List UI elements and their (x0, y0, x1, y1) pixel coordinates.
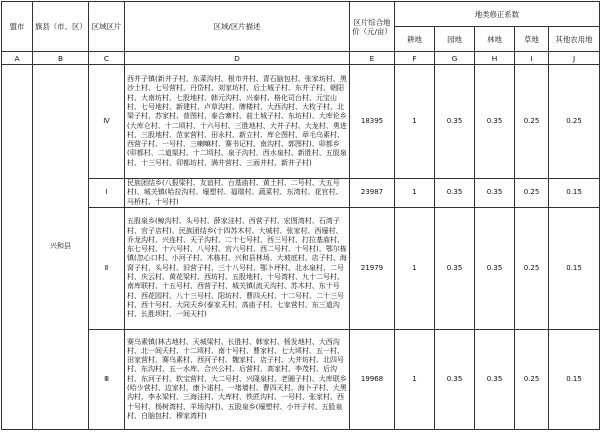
grass-factor: 0.25 (515, 329, 549, 429)
column-letter: C (89, 52, 125, 65)
zone-description: 五股泉乡(鲸沟村、头号村、薛家洼村、西营子村、宏图湾村、石湾子村、官子店村)、民族团结乡(十四苏木村、大城村、张家村、西壕村、乔龙沟村、兴连村、天子沟村、二十七号村、西三号村、打拉基庙村、东七号村、十六号村、八号村、官六号村、西二号村、十号村)、鄂尔栋镇(忽心口村、小河子村、木栋村、兴和县林场、大坡底村、店子村、海窝子村、头号村、旧营子村、三十八号村、鄂卜坪村、北水泉村、二号村、庆云村、黄花梁村、西坊村、五股地村、十号湾村、九十二号村、南库联村、十五号村、西营子村、城关镇(流天沟村、苏木村、东十号村、西花园村、八十三号村、阳坊村、曹四夭村、十二号村、二十三号村、西十号村、大同夭乡(泰家天村、高庙子村、七家营村、东三道沟村、长胜坝村、一间天村) (125, 207, 350, 329)
other-agri-factor: 0.15 (549, 179, 600, 208)
farmland-factor: 1 (395, 207, 435, 329)
table-row (2, 65, 600, 179)
column-letter: G (435, 52, 475, 65)
column-letter: F (395, 52, 435, 65)
garden-factor: 0.35 (435, 207, 475, 329)
farmland-factor: 1 (395, 329, 435, 429)
zone-cell: Ⅱ (89, 207, 125, 329)
garden-factor: 0.35 (435, 329, 475, 429)
header-zone: 区域区片 (89, 2, 125, 52)
forest-factor: 0.35 (475, 179, 515, 208)
land-price-cell: 19968 (350, 329, 395, 429)
header-land-price: 区片综合地价（元/亩） (350, 2, 395, 52)
column-letter: A (2, 52, 33, 65)
land-price-cell: 18395 (350, 65, 395, 179)
header-farmland: 耕地 (395, 27, 435, 52)
header-league-city: 盟市 (2, 2, 33, 52)
land-price-cell: 23987 (350, 179, 395, 208)
header-forest: 林地 (475, 27, 515, 52)
grass-factor: 0.25 (515, 65, 549, 179)
column-letter: E (350, 52, 395, 65)
farmland-factor: 1 (395, 65, 435, 179)
other-agri-factor: 0.15 (549, 207, 600, 329)
table-row (2, 207, 600, 329)
forest-factor: 0.35 (475, 329, 515, 429)
grass-factor: 0.25 (515, 207, 549, 329)
zone-cell: Ⅰ (89, 179, 125, 208)
forest-factor: 0.35 (475, 207, 515, 329)
farmland-factor: 1 (395, 179, 435, 208)
zone-cell: Ⅲ (89, 329, 125, 429)
column-letter: J (549, 52, 600, 65)
other-agri-factor: 0.25 (549, 65, 600, 179)
zone-description: 西井子镇(新井子村、东菜沟村、根市井村、青石脑包村、张家坊村、黑沙土村、七号营村、丹岱村、刘家坊村、后土城子村、东井子村、朝阳村、大南坊村、七股地村、韩元沟村、兴泰村、格化司台村、元宝山村、七号地村、新建村、卢草沟村、牌楼村、大西沟村、大枚子村、北梁子村、苏家村、普图村、泰合寨村、前土城子村、东坊村)、大库伦乡(大库仑村、十二顷村、十六号村、三胜地村、大井子村、大龙村、勇进村、三股地村、范家营村、田永村、新立村、库仑图村、章毛乌素村、西营子村、一号村、三喇嘛村、赛书记村、南沟村、郭图村)、卯都乡(卯都村、二道渠村、十二顷村、泉子沟村、西水泉村、新胜村、五股泉村、十三号村、卯都坊村、满井营村、三面井村、新井子村) (125, 65, 350, 179)
zone-description: 赛乌素镇(林古地村、天城梁村、长胜村、韩家村、杨发地村、大西沟村、北一间夭村、十二顷村、南十号村、曹家村、七大顷村、五一村、田家营村、赛乌素村、西河子村、魏家村、店子村、大井坊村、北四号村、东沟村、五一水库、合兴公村、后营村、高家村、李茂村、后沟村、东河子村、软宝营村、大二号村、兴隆泉村、老圈子村)、大库联乡(哈少营村、边家村、康卜诺村、一堵墙村、曹四天村、海卜子村、大黑沟村、李永梁村、三海洼村、大库村、铁匠沟村、一号村、张家村、西十号村、杨树湾村、羊场沟村)、五股泉乡(壕塑村、小井子村、五股泉村、白脑包村、穆家湾村) (125, 329, 350, 429)
county-cell: 兴和县 (33, 65, 89, 430)
table-row (2, 179, 600, 208)
zone-cell: Ⅳ (89, 65, 125, 179)
table-row (2, 329, 600, 429)
column-letter: D (125, 52, 350, 65)
zone-description: 民族团结乡(八报梁村、友谊村、台基庙村、黄土村、二号村、大五号村)、城关镇(哈拉沟村、壕塑村、福瑞村、蔬菜村、东湾村、花官村、马桥村、十号村) (125, 179, 350, 208)
land-price-cell: 21979 (350, 207, 395, 329)
header-zone-description: 区域/区片描述 (125, 2, 350, 52)
garden-factor: 0.35 (435, 179, 475, 208)
land-price-table (1, 1, 600, 430)
league-city-cell (2, 65, 33, 430)
column-letter: B (33, 52, 89, 65)
forest-factor: 0.35 (475, 65, 515, 179)
header-grass: 草地 (515, 27, 549, 52)
other-agri-factor: 0.15 (549, 329, 600, 429)
header-garden: 园地 (435, 27, 475, 52)
header-other-agri: 其他农用地 (549, 27, 600, 52)
column-letter: I (515, 52, 549, 65)
header-county: 旗县（市、区） (33, 2, 89, 52)
column-letter: H (475, 52, 515, 65)
header-factor-group: 地类修正系数 (395, 2, 600, 27)
grass-factor: 0.25 (515, 179, 549, 208)
garden-factor: 0.35 (435, 65, 475, 179)
